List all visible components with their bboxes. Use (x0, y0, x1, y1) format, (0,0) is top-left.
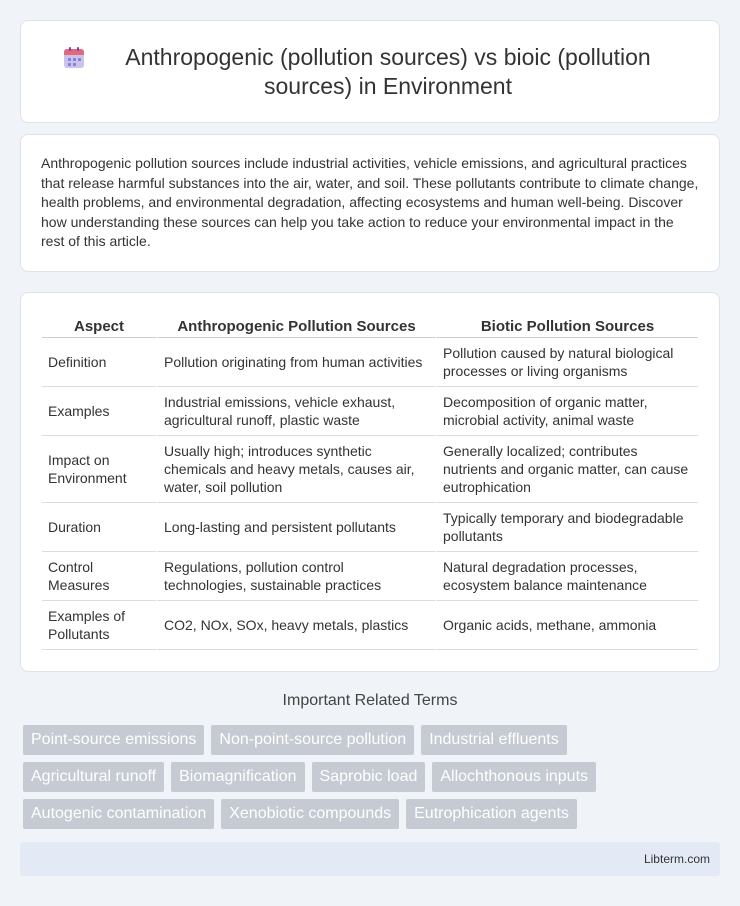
cell-anthropogenic: Industrial emissions, vehicle exhaust, agricultural runoff, plastic waste (156, 387, 435, 436)
cell-anthropogenic: Usually high; introduces synthetic chemicals and heavy metals, causes air, water, soil pollution (156, 436, 435, 503)
intro-card (20, 134, 720, 272)
cell-anthropogenic: Long-lasting and persistent pollutants (156, 503, 435, 552)
footer-site-link[interactable]: Libterm.com (643, 852, 710, 866)
related-term-tag[interactable]: Autogenic contamination (23, 799, 214, 829)
cell-anthropogenic: Pollution originating from human activities (156, 338, 435, 387)
cell-anthropogenic: Regulations, pollution control technologies, sustainable practices (156, 552, 435, 601)
calendar-icon (61, 45, 87, 71)
cell-biotic: Pollution caused by natural biological processes or living organisms (435, 338, 698, 387)
cell-biotic: Typically temporary and biodegradable pollutants (435, 503, 698, 552)
title-card (20, 20, 720, 123)
cell-biotic: Generally localized; contributes nutrients and organic matter, can cause eutrophication (435, 436, 698, 503)
table-row (42, 503, 698, 552)
cell-anthropogenic: CO2, NOx, SOx, heavy metals, plastics (156, 601, 435, 650)
related-term-tag[interactable]: Eutrophication agents (406, 799, 577, 829)
related-term-tag[interactable]: Agricultural runoff (23, 762, 164, 792)
header-anthropogenic: Anthropogenic Pollution Sources (156, 309, 435, 338)
table-row (42, 338, 698, 387)
cell-aspect: Definition (42, 338, 156, 387)
intro-paragraph: Anthropogenic pollution sources include industrial activities, vehicle emissions, and agricultural practices that release harmful substances into the air, water, and soil. These pollutants contribute to climate change, health problems, and environmental degradation, affecting ecosystems and human well-being. Discover how understanding these sources can help you take action to reduce your environmental impact in the rest of this article. (41, 155, 699, 250)
table-row (42, 436, 698, 503)
related-terms-heading: Important Related Terms (282, 692, 458, 709)
related-term-tag[interactable]: Saprobic load (312, 762, 426, 792)
header-aspect: Aspect (42, 309, 156, 338)
related-term-tag[interactable]: Allochthonous inputs (432, 762, 596, 792)
related-term-tag[interactable]: Biomagnification (171, 762, 304, 792)
title-wrap (61, 43, 679, 101)
table-row (42, 601, 698, 650)
cell-biotic: Organic acids, methane, ammonia (435, 601, 698, 650)
related-term-tag[interactable]: Xenobiotic compounds (221, 799, 399, 829)
cell-aspect: Examples (42, 387, 156, 436)
cell-aspect: Impact on Environment (42, 436, 156, 503)
cell-aspect: Duration (42, 503, 156, 552)
comparison-table (42, 309, 698, 650)
table-header-row (42, 309, 698, 338)
cell-biotic: Decomposition of organic matter, microbial activity, animal waste (435, 387, 698, 436)
related-term-tag[interactable]: Industrial effluents (421, 725, 567, 755)
comparison-card (20, 292, 720, 672)
related-term-tag[interactable]: Point-source emissions (23, 725, 204, 755)
footer (20, 842, 720, 876)
page-title: Anthropogenic (pollution sources) vs bioic (pollution sources) in Environment (125, 43, 651, 99)
cell-biotic: Natural degradation processes, ecosystem balance maintenance (435, 552, 698, 601)
header-biotic: Biotic Pollution Sources (435, 309, 698, 338)
cell-aspect: Control Measures (42, 552, 156, 601)
table-row (42, 387, 698, 436)
related-terms-list (23, 725, 713, 829)
cell-aspect: Examples of Pollutants (42, 601, 156, 650)
related-term-tag[interactable]: Non-point-source pollution (211, 725, 414, 755)
table-row (42, 552, 698, 601)
